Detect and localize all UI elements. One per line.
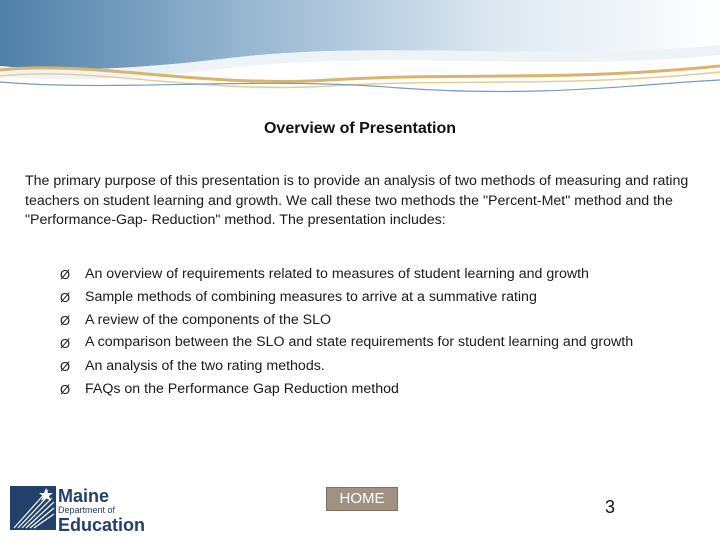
- list-item: [60, 286, 680, 309]
- logo-line-3: Education: [58, 515, 146, 535]
- list-item: [60, 263, 680, 286]
- arrow-bullet-icon: Ø: [60, 382, 71, 397]
- slide-title: Overview of Presentation: [263, 120, 457, 137]
- bullet-text: An analysis of the two rating methods.: [85, 358, 325, 374]
- logo-wordmark: [58, 487, 145, 534]
- list-item: [60, 332, 680, 352]
- bullet-text: FAQs on the Performance Gap Reduction method: [85, 381, 399, 397]
- bullet-text: A comparison between the SLO and state requirements for student learning and growth: [85, 334, 634, 350]
- logo-line-2: Department of: [58, 505, 116, 515]
- home-button[interactable]: HOME: [326, 487, 398, 511]
- arrow-bullet-icon: Ø: [60, 267, 71, 282]
- intro-paragraph: The primary purpose of this presentation is to provide an analysis of two methods of measuring and rating teachers on student learning and growth. We call these two methods the "Percent-Met" method and the "Performance-Gap- Reduction" method. The presentation includes:: [25, 173, 689, 228]
- arrow-bullet-icon: Ø: [60, 359, 71, 374]
- bullet-list: [60, 263, 680, 401]
- logo-line-1: Maine: [58, 486, 110, 506]
- bullet-text: An overview of requirements related to measures of student learning and growth: [85, 266, 589, 282]
- arrow-bullet-icon: Ø: [60, 313, 71, 328]
- list-item: [60, 309, 680, 332]
- bullet-text: A review of the components of the SLO: [85, 312, 332, 328]
- arrow-bullet-icon: Ø: [60, 336, 71, 351]
- list-item: [60, 355, 680, 378]
- arrow-bullet-icon: Ø: [60, 290, 71, 305]
- page-number: 3: [605, 497, 616, 517]
- header-banner: [0, 0, 720, 100]
- list-item: [60, 378, 680, 401]
- bullet-text: Sample methods of combining measures to arrive at a summative rating: [85, 289, 537, 305]
